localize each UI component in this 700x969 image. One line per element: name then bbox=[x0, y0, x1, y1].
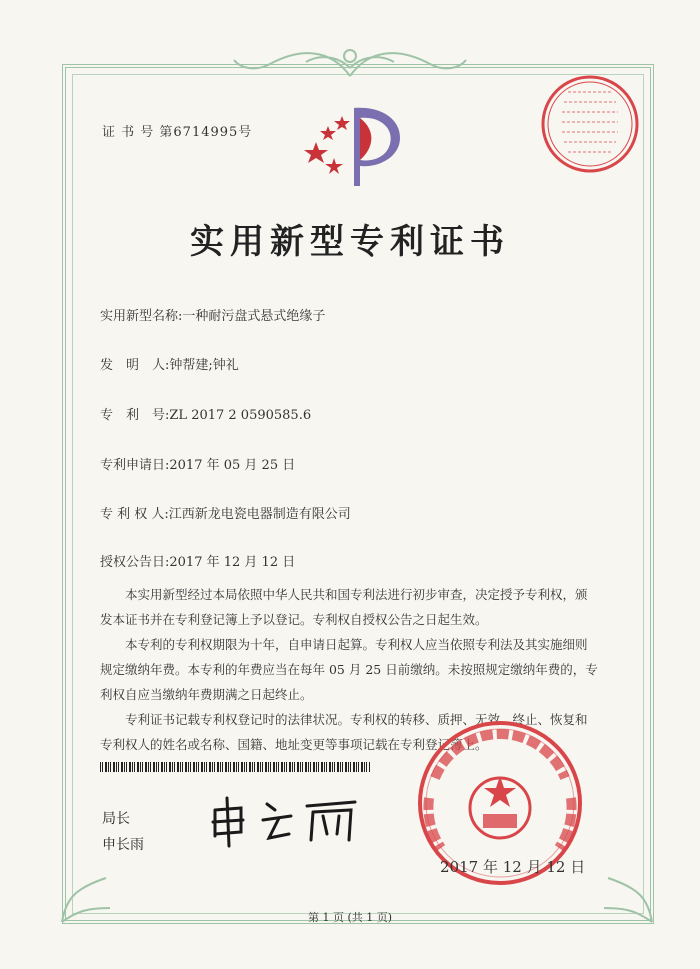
field-value: 钟帮建;钟礼 bbox=[169, 358, 239, 373]
field-patent-number bbox=[100, 404, 311, 423]
field-label: 专利申请日: bbox=[100, 458, 170, 473]
field-patentee bbox=[100, 503, 351, 522]
director-name: 申长雨 bbox=[102, 837, 144, 853]
field-value: ZL 2017 2 0590585.6 bbox=[169, 408, 312, 423]
field-grant-date bbox=[100, 551, 295, 570]
body-line: 发本证书并在专利登记簿上予以登记。专利权自授权公告之日起生效。 bbox=[100, 612, 488, 627]
body-line: 利权自应当缴纳年费期满之日起终止。 bbox=[100, 687, 313, 702]
body-line: 专利证书记载专利权登记时的法律状况。专利权的转移、质押、无效、终止、恢复和 bbox=[125, 712, 588, 727]
field-label: 实用新型名称: bbox=[100, 309, 183, 324]
handwritten-signature bbox=[205, 790, 365, 848]
patent-office-logo bbox=[302, 98, 402, 190]
page-title: 实用新型专利证书 bbox=[190, 222, 510, 262]
field-label: 专 利 权 人: bbox=[100, 507, 169, 522]
field-label: 专 利 号: bbox=[100, 408, 170, 423]
top-ornament bbox=[230, 38, 470, 82]
tax-seal-stamp bbox=[538, 72, 642, 176]
field-value: 一种耐污盘式悬式绝缘子 bbox=[182, 309, 326, 324]
certificate-number: 证 书 号 第6714995号 bbox=[102, 125, 253, 140]
field-value: 2017 年 05 月 25 日 bbox=[169, 458, 296, 473]
body-line: 专利权人的姓名或名称、国籍、地址变更等事项记载在专利登记簿上。 bbox=[100, 737, 488, 752]
field-value: 2017 年 12 月 12 日 bbox=[169, 555, 296, 570]
body-line: 本专利的专利权期限为十年，自申请日起算。专利权人应当依照专利法及其实施细则 bbox=[125, 637, 588, 652]
field-label: 授权公告日: bbox=[100, 555, 170, 570]
issue-date: 2017 年 12 月 12 日 bbox=[440, 858, 586, 876]
page-number: 第 1 页 (共 1 页) bbox=[307, 911, 393, 924]
field-label: 发 明 人: bbox=[100, 358, 170, 373]
field-application-date bbox=[100, 454, 295, 473]
field-value: 江西新龙电瓷电器制造有限公司 bbox=[168, 507, 351, 522]
field-inventors bbox=[100, 354, 239, 373]
barcode bbox=[100, 762, 370, 772]
director-title: 局长 bbox=[102, 811, 130, 827]
body-line: 本实用新型经过本局依照中华人民共和国专利法进行初步审查，决定授予专利权，颁 bbox=[125, 587, 588, 602]
body-line: 规定缴纳年费。本专利的年费应当在每年 05 月 25 日前缴纳。未按照规定缴纳年费的，专 bbox=[100, 662, 598, 677]
field-utility-name bbox=[100, 305, 325, 324]
